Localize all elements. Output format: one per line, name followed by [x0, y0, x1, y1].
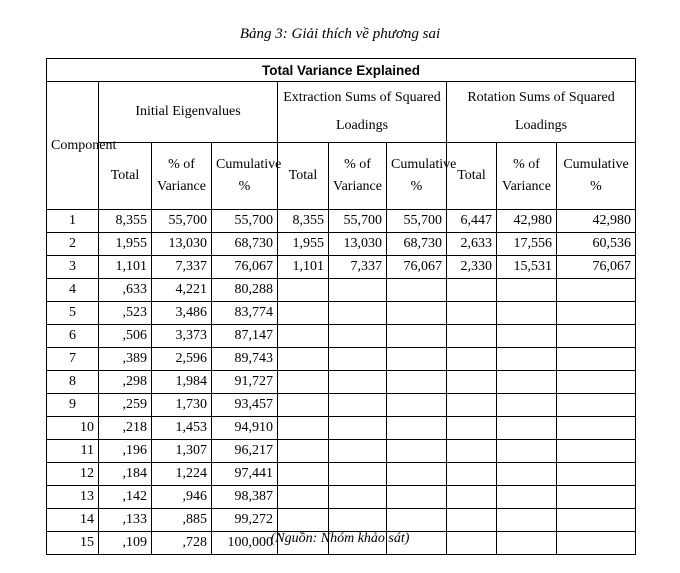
- subheader-pct-variance: % of Variance: [497, 143, 557, 210]
- table-cell: [278, 463, 329, 486]
- table-cell: 4,221: [152, 279, 212, 302]
- table-cell: [497, 463, 557, 486]
- table-cell: [447, 486, 497, 509]
- table-cell: 1,224: [152, 463, 212, 486]
- table-cell: ,633: [99, 279, 152, 302]
- table-cell: [278, 440, 329, 463]
- table-cell: ,523: [99, 302, 152, 325]
- table-cell: [557, 325, 636, 348]
- component-number: 3: [47, 256, 99, 279]
- table-cell: ,142: [99, 486, 152, 509]
- table-cell: 7,337: [329, 256, 387, 279]
- table-cell: 3,373: [152, 325, 212, 348]
- table-cell: [278, 394, 329, 417]
- table-cell: 68,730: [387, 233, 447, 256]
- table-cell: 99,272: [212, 509, 278, 532]
- table-cell: ,298: [99, 371, 152, 394]
- table-cell: 1,453: [152, 417, 212, 440]
- table-cell: 42,980: [557, 210, 636, 233]
- table-caption: Bảng 3: Giải thích về phương sai: [239, 26, 441, 42]
- table-cell: 76,067: [557, 256, 636, 279]
- table-cell: 55,700: [329, 210, 387, 233]
- table-cell: [387, 371, 447, 394]
- table-cell: ,184: [99, 463, 152, 486]
- table-cell: ,109: [99, 532, 152, 555]
- table-cell: [387, 348, 447, 371]
- table-cell: [387, 302, 447, 325]
- table-cell: 94,910: [212, 417, 278, 440]
- table-cell: 42,980: [497, 210, 557, 233]
- table-cell: ,259: [99, 394, 152, 417]
- table-row: [47, 256, 636, 279]
- subheader-pct-variance: % of Variance: [152, 143, 212, 210]
- table-cell: 93,457: [212, 394, 278, 417]
- table-cell: [278, 279, 329, 302]
- subheader-cumulative: Cumulative %: [212, 143, 278, 210]
- table-cell: [447, 371, 497, 394]
- table-cell: [557, 279, 636, 302]
- table-cell: [329, 463, 387, 486]
- component-number: 7: [47, 348, 99, 371]
- table-row: [47, 279, 636, 302]
- table-cell: 1,955: [278, 233, 329, 256]
- table-row: [47, 371, 636, 394]
- table-cell: [447, 302, 497, 325]
- table-cell: ,728: [152, 532, 212, 555]
- table-cell: [387, 417, 447, 440]
- table-row: [47, 417, 636, 440]
- table-cell: [278, 486, 329, 509]
- table-cell: 76,067: [212, 256, 278, 279]
- table-row: [47, 463, 636, 486]
- table-cell: [557, 440, 636, 463]
- table-cell: [329, 348, 387, 371]
- table-title: Total Variance Explained: [47, 59, 636, 82]
- table-row: [47, 302, 636, 325]
- table-cell: [497, 486, 557, 509]
- table-cell: [447, 440, 497, 463]
- table-cell: [278, 509, 329, 532]
- table-cell: [497, 302, 557, 325]
- table-cell: [497, 279, 557, 302]
- table-cell: [278, 302, 329, 325]
- table-cell: [557, 348, 636, 371]
- table-cell: [329, 509, 387, 532]
- table-cell: [329, 486, 387, 509]
- table-cell: [447, 348, 497, 371]
- table-cell: [447, 417, 497, 440]
- table-cell: [497, 348, 557, 371]
- table-cell: [497, 371, 557, 394]
- table-cell: ,506: [99, 325, 152, 348]
- table-cell: ,885: [152, 509, 212, 532]
- table-cell: [278, 417, 329, 440]
- subheader-cumulative: Cumulative %: [387, 143, 447, 210]
- table-cell: [557, 417, 636, 440]
- table-cell: 89,743: [212, 348, 278, 371]
- component-number: 5: [47, 302, 99, 325]
- table-cell: [447, 325, 497, 348]
- table-cell: 2,330: [447, 256, 497, 279]
- group-header-initial: Initial Eigenvalues: [99, 82, 278, 143]
- subheader-pct-variance: % of Variance: [329, 143, 387, 210]
- table-cell: 7,337: [152, 256, 212, 279]
- subheader-total: Total: [99, 143, 152, 210]
- table-cell: 8,355: [99, 210, 152, 233]
- subheader-cumulative: Cumulative %: [557, 143, 636, 210]
- table-row: [47, 486, 636, 509]
- component-number: 8: [47, 371, 99, 394]
- table-cell: ,218: [99, 417, 152, 440]
- table-cell: 13,030: [152, 233, 212, 256]
- table-cell: 3,486: [152, 302, 212, 325]
- table-cell: [329, 394, 387, 417]
- table-cell: [329, 302, 387, 325]
- table-cell: 55,700: [212, 210, 278, 233]
- table-cell: ,133: [99, 509, 152, 532]
- table-cell: [329, 417, 387, 440]
- table-cell: 1,101: [99, 256, 152, 279]
- table-cell: 13,030: [329, 233, 387, 256]
- component-number: 11: [47, 440, 99, 463]
- table-row: [47, 509, 636, 532]
- subheader-total: Total: [447, 143, 497, 210]
- table-cell: 83,774: [212, 302, 278, 325]
- subheader-total: Total: [278, 143, 329, 210]
- table-cell: 96,217: [212, 440, 278, 463]
- table-cell: [278, 325, 329, 348]
- table-cell: 8,355: [278, 210, 329, 233]
- table-cell: 55,700: [152, 210, 212, 233]
- component-number: 2: [47, 233, 99, 256]
- table-cell: ,389: [99, 348, 152, 371]
- table-cell: 60,536: [557, 233, 636, 256]
- table-row: [47, 233, 636, 256]
- table-cell: [557, 302, 636, 325]
- table-cell: [557, 371, 636, 394]
- table-cell: [387, 463, 447, 486]
- table-cell: [387, 279, 447, 302]
- table-cell: 55,700: [387, 210, 447, 233]
- table-cell: ,946: [152, 486, 212, 509]
- table-row: [47, 440, 636, 463]
- group-header-rotation: Rotation Sums of Squared Loadings: [447, 82, 636, 143]
- component-number: 1: [47, 210, 99, 233]
- table-cell: [557, 463, 636, 486]
- table-cell: [497, 417, 557, 440]
- variance-table: [46, 58, 636, 555]
- table-cell: 97,441: [212, 463, 278, 486]
- table-cell: 76,067: [387, 256, 447, 279]
- table-cell: [329, 279, 387, 302]
- table-cell: 91,727: [212, 371, 278, 394]
- table-cell: [329, 325, 387, 348]
- table-cell: [447, 394, 497, 417]
- table-cell: [447, 509, 497, 532]
- table-row: [47, 348, 636, 371]
- table-source: (Nguồn: Nhóm khảo sát): [270, 531, 410, 546]
- table-cell: 1,730: [152, 394, 212, 417]
- table-cell: 1,984: [152, 371, 212, 394]
- component-header: Component: [47, 82, 99, 210]
- table-cell: 80,288: [212, 279, 278, 302]
- component-number: 9: [47, 394, 99, 417]
- table-cell: [387, 325, 447, 348]
- table-cell: [278, 348, 329, 371]
- table-cell: 15,531: [497, 256, 557, 279]
- table-row: [47, 325, 636, 348]
- group-header-extraction: Extraction Sums of Squared Loadings: [278, 82, 447, 143]
- component-number: 10: [47, 417, 99, 440]
- table-cell: 68,730: [212, 233, 278, 256]
- component-number: 4: [47, 279, 99, 302]
- table-cell: [497, 509, 557, 532]
- table-cell: 100,000: [212, 532, 278, 555]
- table-cell: [497, 394, 557, 417]
- table-cell: [557, 486, 636, 509]
- table-cell: [447, 463, 497, 486]
- table-cell: 1,955: [99, 233, 152, 256]
- table-cell: 6,447: [447, 210, 497, 233]
- table-row: [47, 394, 636, 417]
- table-cell: 98,387: [212, 486, 278, 509]
- table-cell: [557, 394, 636, 417]
- table-cell: [278, 371, 329, 394]
- table-cell: ,196: [99, 440, 152, 463]
- table-cell: 87,147: [212, 325, 278, 348]
- table-cell: [387, 394, 447, 417]
- table-cell: 2,633: [447, 233, 497, 256]
- component-number: 13: [47, 486, 99, 509]
- table-cell: [497, 325, 557, 348]
- table-cell: [329, 371, 387, 394]
- table-cell: 1,307: [152, 440, 212, 463]
- table-cell: [447, 279, 497, 302]
- table-cell: 2,596: [152, 348, 212, 371]
- table-cell: [387, 509, 447, 532]
- table-cell: [557, 509, 636, 532]
- table-cell: 17,556: [497, 233, 557, 256]
- table-row: [47, 210, 636, 233]
- component-number: 6: [47, 325, 99, 348]
- table-cell: 1,101: [278, 256, 329, 279]
- table-cell: [387, 486, 447, 509]
- component-number: 15: [47, 532, 99, 555]
- table-cell: [387, 440, 447, 463]
- component-number: 12: [47, 463, 99, 486]
- table-cell: [497, 440, 557, 463]
- table-cell: [329, 440, 387, 463]
- component-number: 14: [47, 509, 99, 532]
